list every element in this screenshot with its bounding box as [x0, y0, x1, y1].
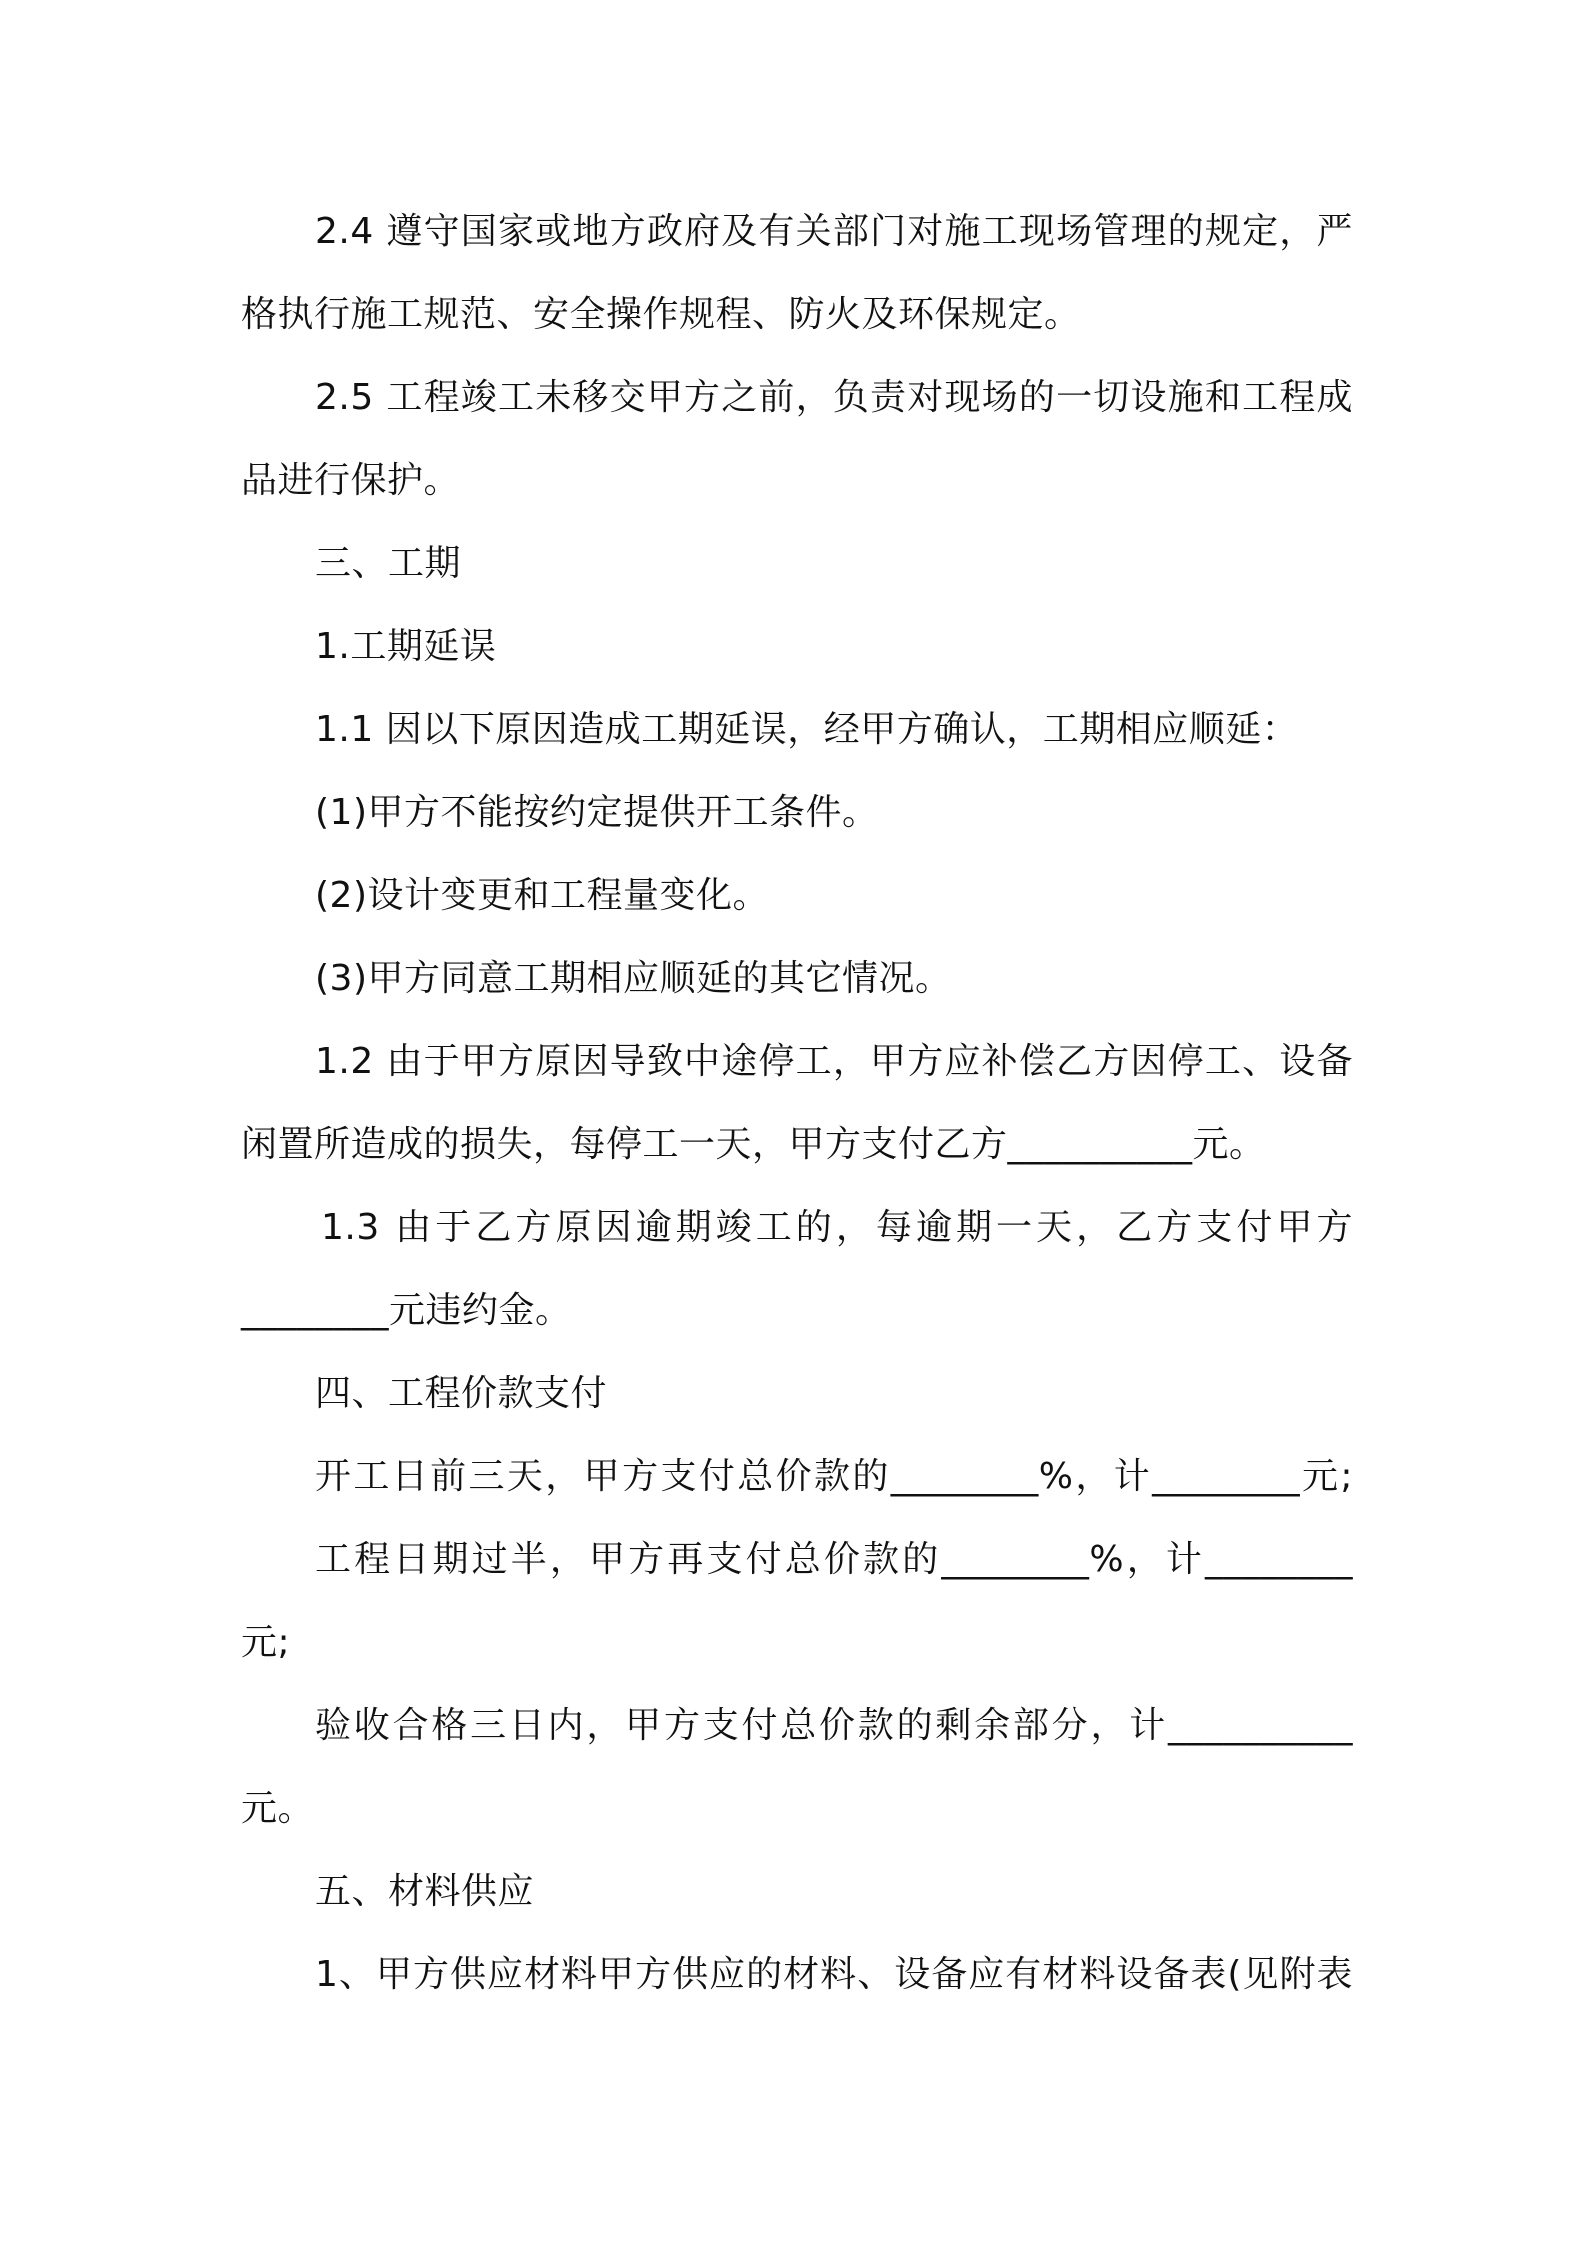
document-body — [241, 190, 1353, 2016]
clause-2-4-line-2: 格执行施工规范、安全操作规程、防火及环保规定。 — [241, 294, 1081, 335]
clause-1-1-item-3: (3)甲方同意工期相应顺延的其它情况。 — [315, 958, 952, 999]
section-heading-4: 四、工程价款支付 — [315, 1373, 608, 1414]
clause-2-5-line-1: 2.5 工程竣工未移交甲方之前，负责对现场的一切设施和工程成 — [315, 377, 1353, 418]
payment-2-line-1: 工程日期过半，甲方再支付总价款的________%，计________ — [315, 1539, 1353, 1580]
clause-1-3-line-1: 1.3 由于乙方原因逾期竣工的，每逾期一天，乙方支付甲方 — [321, 1207, 1353, 1248]
payment-3-line-1: 验收合格三日内，甲方支付总价款的剩余部分，计__________ — [315, 1705, 1353, 1746]
clause-1-3-line-2: ________元违约金。 — [241, 1290, 572, 1331]
clause-1-1-item-2: (2)设计变更和工程量变化。 — [315, 875, 769, 916]
clause-1-1: 1.1 因以下原因造成工期延误，经甲方确认，工期相应顺延： — [315, 709, 1299, 750]
clause-1-2-line-2: 闲置所造成的损失，每停工一天，甲方支付乙方__________元。 — [241, 1124, 1266, 1165]
clause-5-1: 1、甲方供应材料甲方供应的材料、设备应有材料设备表(见附表 — [315, 1954, 1353, 1995]
clause-2-4-line-1: 2.4 遵守国家或地方政府及有关部门对施工现场管理的规定，严 — [315, 211, 1353, 252]
payment-1: 开工日前三天，甲方支付总价款的________%，计________元; — [315, 1456, 1353, 1497]
subheading-delay: 1.工期延误 — [315, 626, 497, 667]
clause-2-5-line-2: 品进行保护。 — [241, 460, 461, 501]
section-heading-3: 三、工期 — [315, 543, 462, 584]
clause-1-2-line-1: 1.2 由于甲方原因导致中途停工，甲方应补偿乙方因停工、设备 — [315, 1041, 1353, 1082]
payment-2-line-2: 元; — [241, 1622, 291, 1663]
clause-1-1-item-1: (1)甲方不能按约定提供开工条件。 — [315, 792, 879, 833]
section-heading-5: 五、材料供应 — [315, 1871, 535, 1912]
payment-3-line-2: 元。 — [241, 1788, 315, 1829]
